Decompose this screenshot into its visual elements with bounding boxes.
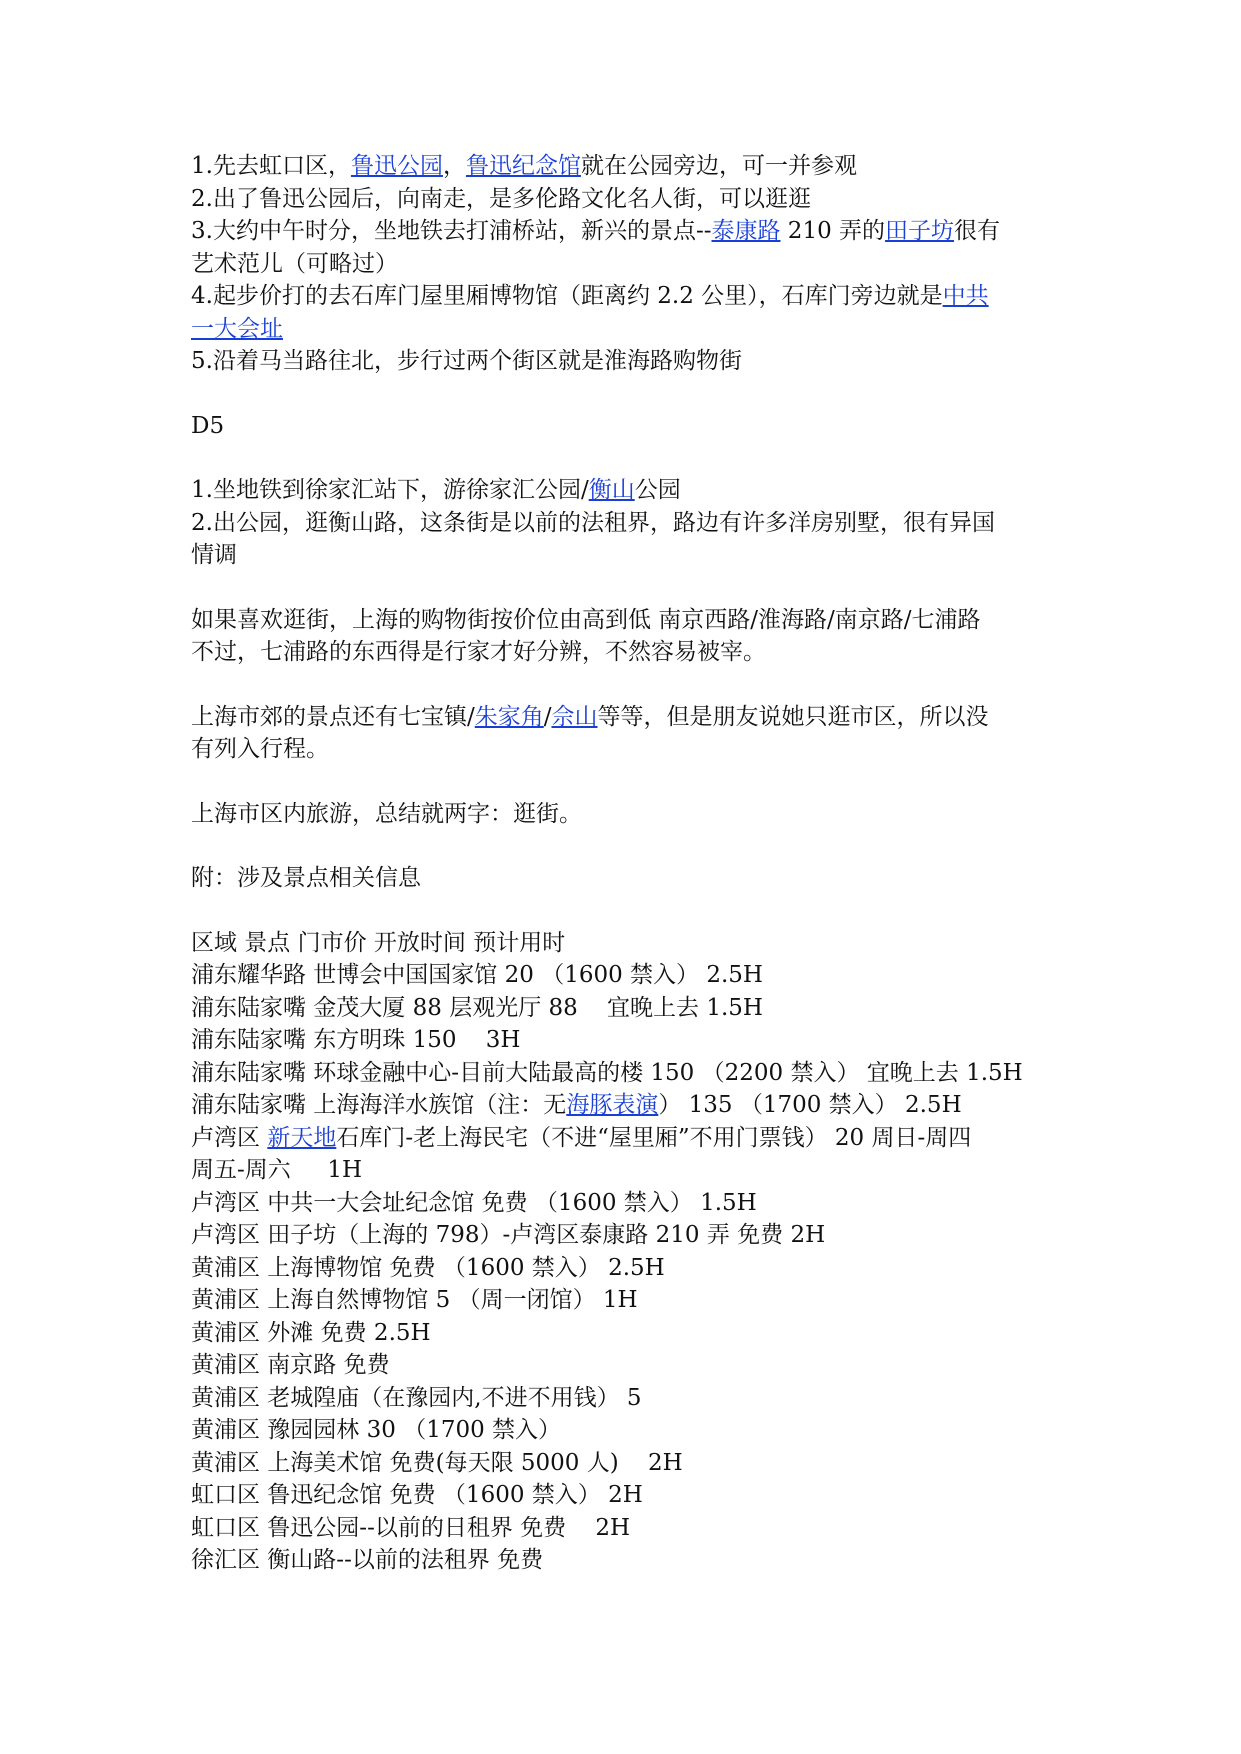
table-row: 黄浦区 上海美术馆 免费(每天限 5000 人) 2H — [191, 1449, 683, 1476]
link-sheshan[interactable]: 佘山 — [551, 703, 598, 730]
step-text: 210 弄的 — [780, 218, 886, 244]
link-tianzifang[interactable]: 田子坊 — [885, 218, 955, 244]
step-text: 3.大约中午时分，坐地铁去打浦桥站，新兴的景点-- — [191, 218, 712, 244]
paragraph-gap — [191, 572, 1071, 604]
table-row: 浦东耀华路 世博会中国国家馆 20 （1600 禁入） 2.5H — [191, 962, 763, 988]
step-text: ， — [442, 153, 466, 179]
table-row: 黄浦区 豫园园林 30 （1700 禁入） — [191, 1417, 562, 1443]
shopping-note-cont: 不过，七浦路的东西得是行家才好分辨，不然容易被宰。 — [191, 639, 766, 665]
link-luxun-museum[interactable]: 鲁迅纪念馆 — [465, 153, 581, 179]
cell-text: 石库门-老上海民宅（不进“屋里厢”不用门票钱） 20 周日-周四 — [336, 1124, 972, 1151]
d4-step-3-cont: 艺术范儿（可略过） — [191, 250, 398, 277]
suburbs-note — [191, 701, 1071, 734]
step-text: 公园 — [634, 477, 681, 503]
d4-step-4 — [191, 280, 1071, 313]
d5-step-2-cont: 情调 — [191, 542, 237, 568]
link-hengshan[interactable]: 衡山 — [588, 477, 635, 503]
table-row: 虹口区 鲁迅纪念馆 免费 （1600 禁入） 2H — [191, 1482, 643, 1508]
table-row-cont: 周五-周六 1H — [191, 1157, 363, 1183]
table-row: 浦东陆家嘴 环球金融中心-目前大陆最高的楼 150 （2200 禁入） 宜晚上去 1.5H — [191, 1059, 1023, 1086]
table-row: 黄浦区 上海博物馆 免费 （1600 禁入） 2.5H — [191, 1254, 665, 1281]
summary-note: 上海市区内旅游，总结就两字：逛街。 — [191, 800, 582, 827]
d4-step-5: 5.沿着马当路往北，步行过两个街区就是淮海路购物街 — [191, 348, 742, 374]
step-text: 就在公园旁边，可一并参观 — [580, 153, 857, 179]
link-dolphin-show[interactable]: 海豚表演 — [566, 1092, 659, 1118]
d5-step-1 — [191, 474, 1071, 507]
d5-heading: D5 — [191, 412, 225, 439]
d4-step-4-cont — [191, 313, 1071, 346]
table-header: 区域 景点 门市价 开放时间 预计用时 — [191, 929, 566, 956]
step-text: 很有 — [954, 218, 1001, 244]
cell-text: 浦东陆家嘴 上海海洋水族馆（注：无 — [191, 1092, 567, 1118]
step-text: 1.坐地铁到徐家汇站下，游徐家汇公园/ — [191, 477, 589, 503]
table-row: 浦东陆家嘴 东方明珠 150 3H — [191, 1027, 521, 1053]
cell-text: 卢湾区 — [191, 1124, 268, 1151]
note-text: / — [543, 703, 552, 730]
attractions-table — [191, 927, 1071, 1577]
step-text: 1.先去虹口区， — [191, 153, 351, 179]
table-row: 卢湾区 中共一大会址纪念馆 免费 （1600 禁入） 1.5H — [191, 1189, 757, 1216]
table-row — [191, 1122, 1071, 1155]
table-row — [191, 1089, 1071, 1122]
link-cpc-site-cont[interactable]: 一大会址 — [191, 315, 283, 342]
table-row: 徐汇区 衡山路--以前的法租界 免费 — [191, 1547, 544, 1573]
link-xintiandi[interactable]: 新天地 — [267, 1124, 337, 1151]
paragraph-gap — [191, 895, 1071, 927]
appendix-heading: 附：涉及景点相关信息 — [191, 865, 421, 891]
link-luxun-park[interactable]: 鲁迅公园 — [350, 153, 443, 179]
link-zhujiajiao[interactable]: 朱家角 — [474, 703, 544, 730]
d4-step-3 — [191, 215, 1071, 248]
d4-step-1 — [191, 150, 1071, 183]
document-page — [191, 150, 1071, 1577]
suburbs-note-cont: 有列入行程。 — [191, 736, 329, 762]
table-row: 黄浦区 外滩 免费 2.5H — [191, 1319, 431, 1346]
step-text: 4.起步价打的去石库门屋里厢博物馆（距离约 2.2 公里），石库门旁边就是 — [191, 283, 943, 309]
table-row: 浦东陆家嘴 金茂大厦 88 层观光厅 88 宜晚上去 1.5H — [191, 994, 763, 1021]
d5-step-2: 2.出公园，逛衡山路，这条街是以前的法租界，路边有许多洋房别墅，很有异国 — [191, 509, 995, 536]
paragraph-gap — [191, 766, 1071, 798]
link-cpc-site[interactable]: 中共 — [942, 283, 989, 309]
table-row: 虹口区 鲁迅公园--以前的日租界 免费 2H — [191, 1514, 631, 1541]
paragraph-gap — [191, 442, 1071, 474]
table-row: 黄浦区 上海自然博物馆 5 （周一闭馆） 1H — [191, 1287, 638, 1313]
link-taikang-road[interactable]: 泰康路 — [711, 218, 781, 244]
shopping-note: 如果喜欢逛街，上海的购物街按价位由高到低 南京西路/淮海路/南京路/七浦路 — [191, 606, 981, 633]
cell-text: ） 135 （1700 禁入） 2.5H — [658, 1092, 962, 1118]
d4-step-2: 2.出了鲁迅公园后，向南走，是多伦路文化名人街，可以逛逛 — [191, 185, 811, 212]
paragraph-gap — [191, 669, 1071, 701]
table-row: 卢湾区 田子坊（上海的 798）-卢湾区泰康路 210 弄 免费 2H — [191, 1222, 826, 1248]
paragraph-gap — [191, 830, 1071, 862]
paragraph-gap — [191, 378, 1071, 410]
note-text: 上海市郊的景点还有七宝镇/ — [191, 703, 475, 730]
note-text: 等等，但是朋友说她只逛市区，所以没 — [597, 703, 989, 730]
table-row: 黄浦区 老城隍庙（在豫园内,不进不用钱） 5 — [191, 1384, 642, 1411]
table-row: 黄浦区 南京路 免费 — [191, 1352, 390, 1378]
